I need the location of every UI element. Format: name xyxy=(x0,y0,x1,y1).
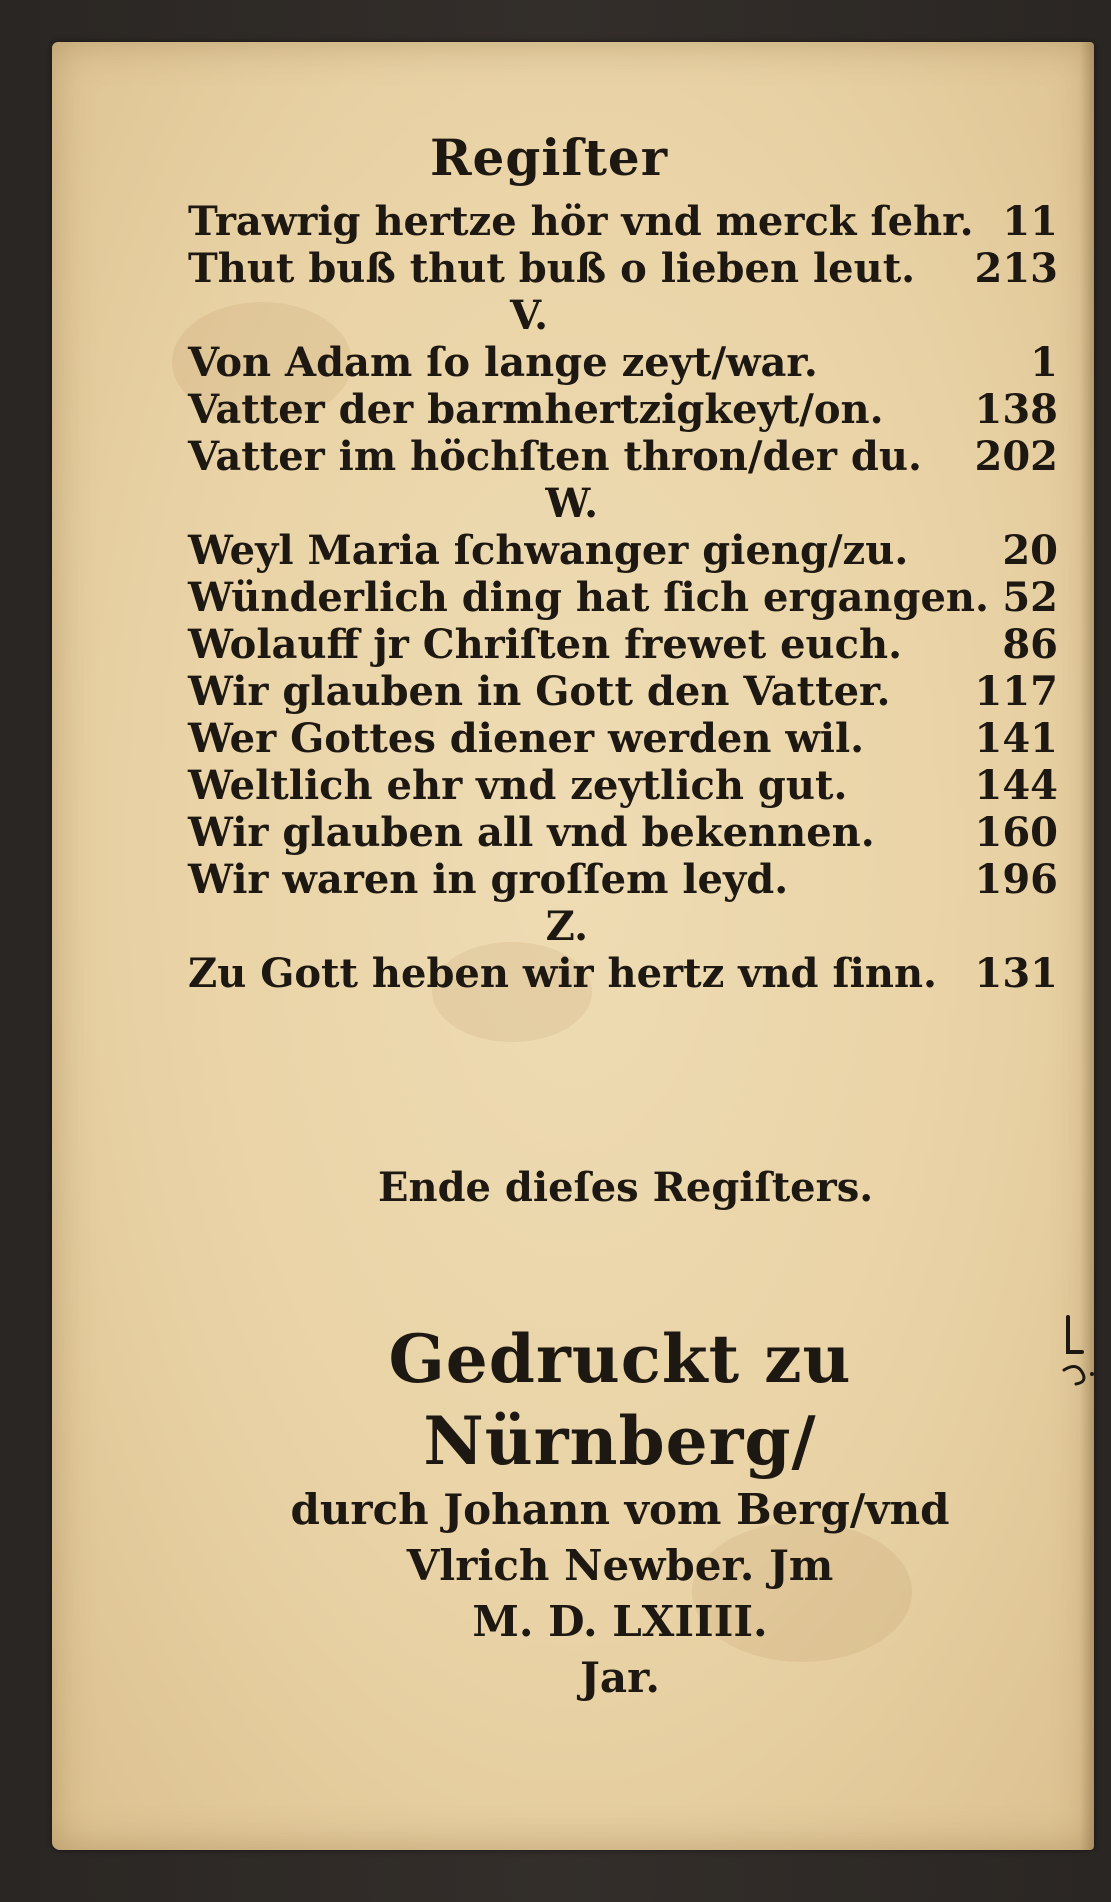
register-entry xyxy=(188,715,1058,762)
entry-title: Vatter der barmhertzigkeyt/on. xyxy=(188,386,884,433)
entry-page-number: 20 xyxy=(1002,527,1058,574)
entry-page-number: 196 xyxy=(974,856,1058,903)
colophon xyxy=(200,1318,1040,1706)
entry-title: Wünderlich ding hat ſich ergangen. xyxy=(188,574,989,621)
entry-title: Weltlich ehr vnd zeytlich gut. xyxy=(188,762,848,809)
register-list xyxy=(188,198,1058,997)
entry-page-number: 86 xyxy=(1002,621,1058,668)
colophon-printed-in: Gedruckt zu Nürnberg/ xyxy=(388,1320,852,1480)
register-entry xyxy=(188,527,1058,574)
entry-page-number: 52 xyxy=(1002,574,1058,621)
section-letter-z: Z. xyxy=(545,903,588,950)
colophon-printer-partner: Vlrich Newber. Jm xyxy=(406,1541,834,1590)
register-entry xyxy=(188,621,1058,668)
entry-title: Vatter im höchſten thron/der du. xyxy=(188,433,922,480)
entry-page-number: 117 xyxy=(974,668,1058,715)
entry-title: Wir waren in groſſem leyd. xyxy=(188,856,789,903)
register-entry xyxy=(188,198,1058,245)
colophon-printer: durch Johann vom Berg/vnd xyxy=(290,1485,950,1534)
entry-title: Wir glauben in Gott den Vatter. xyxy=(188,668,891,715)
entry-title: Wer Gottes diener werden wil. xyxy=(188,715,865,762)
entry-page-number: 141 xyxy=(974,715,1058,762)
register-entry xyxy=(188,809,1058,856)
section-letter-v: V. xyxy=(510,292,548,339)
page-edge-shadow xyxy=(1080,42,1094,1850)
entry-page-number: 144 xyxy=(974,762,1058,809)
entry-page-number: 160 xyxy=(974,809,1058,856)
entry-title: Trawrig hertze hör vnd merck ſehr. xyxy=(188,198,974,245)
entry-page-number: 202 xyxy=(974,433,1058,480)
register-entry xyxy=(188,856,1058,903)
register-entry xyxy=(188,433,1058,480)
section-letter-w: W. xyxy=(545,480,598,527)
entry-page-number: 213 xyxy=(974,245,1058,292)
entry-title: Zu Gott heben wir hertz vnd ſinn. xyxy=(188,950,937,997)
register-entry xyxy=(188,574,1058,621)
register-entry xyxy=(188,950,1058,997)
entry-title: Wir glauben all vnd bekennen. xyxy=(188,809,875,856)
register-heading: Regiſter xyxy=(430,128,669,187)
register-end-note: Ende dieſes Regiſters. xyxy=(378,1164,874,1211)
register-entry xyxy=(188,386,1058,433)
entry-title: Thut buß thut buß o lieben leut. xyxy=(188,245,916,292)
register-entry xyxy=(188,762,1058,809)
entry-page-number: 11 xyxy=(1002,198,1058,245)
colophon-jar: Jar. xyxy=(580,1653,660,1702)
entry-title: Von Adam ſo lange zeyt/war. xyxy=(188,339,818,386)
handwritten-margin-mark xyxy=(1058,1312,1108,1392)
register-entry xyxy=(188,668,1058,715)
colophon-year: M. D. LXIIII. xyxy=(472,1597,768,1646)
entry-title: Weyl Maria ſchwanger gieng/zu. xyxy=(188,527,909,574)
register-entry xyxy=(188,339,1058,386)
entry-page-number: 138 xyxy=(974,386,1058,433)
entry-page-number: 1 xyxy=(1030,339,1058,386)
entry-page-number: 131 xyxy=(974,950,1058,997)
entry-title: Wolauff jr Chriſten frewet euch. xyxy=(188,621,903,668)
register-entry xyxy=(188,245,1058,292)
